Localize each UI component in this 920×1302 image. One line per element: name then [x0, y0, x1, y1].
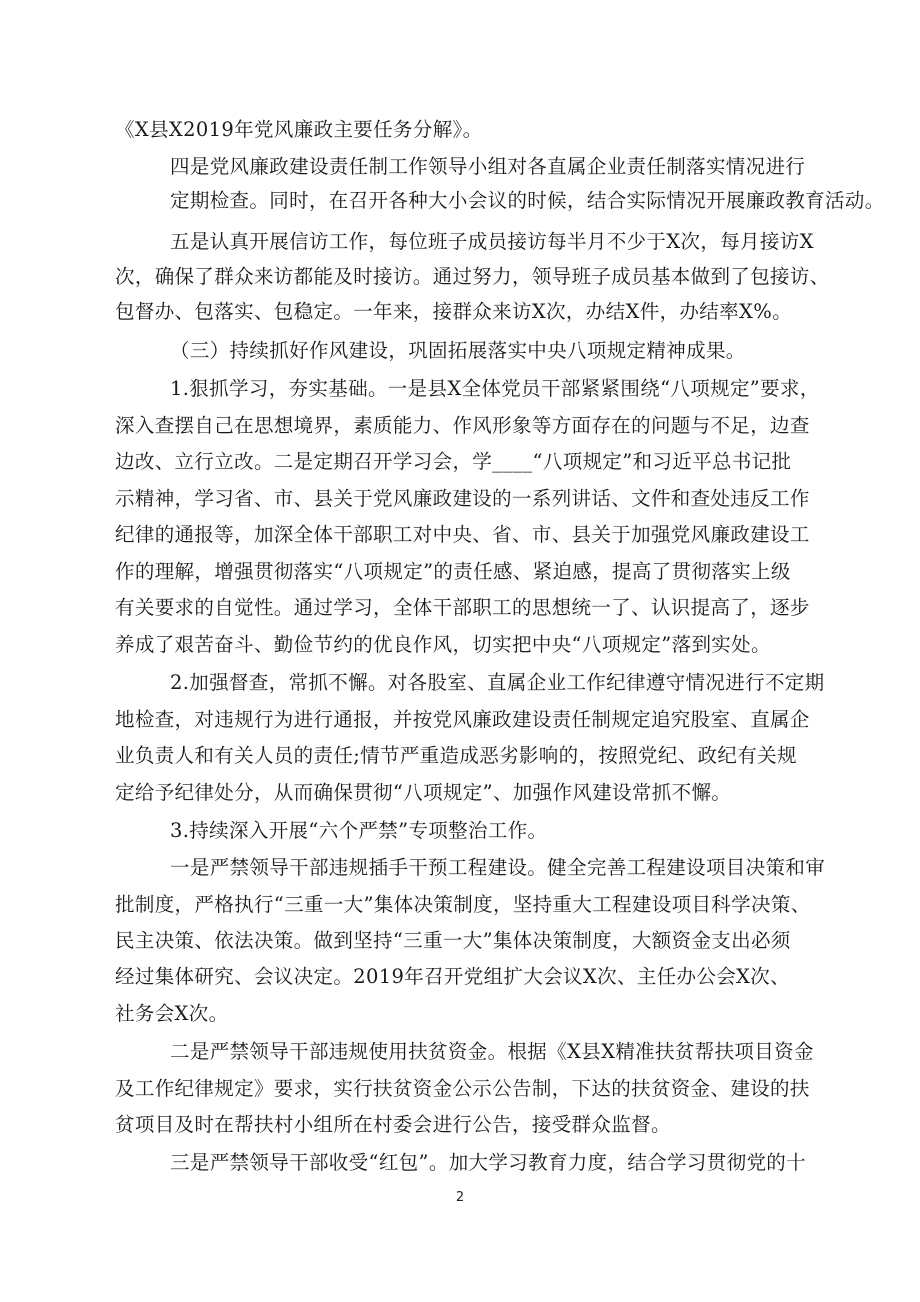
text-line-2: 四是党风廉政建设责任制工作领导小组对各直属企业责任制落实情况进行 — [170, 155, 806, 178]
text-line-16: 2.加强督查，常抓不懈。对各股室、直属企业工作纪律遵守情况进行不定期 — [170, 671, 825, 694]
text-line-3: 定期检查。同时，在召开各种大小会议的时候，结合实际情况开展廉政教育活动。 — [170, 189, 885, 212]
text-line-4: 五是认真开展信访工作，每位班子成员接访每半月不少于X次，每月接访X — [170, 230, 814, 253]
text-line-17: 地检查，对违规行为进行通报，并按党风廉政建设责任制规定追究股室、直属企 — [115, 708, 810, 731]
text-line-1: 《X县X2019年党风廉政主要任务分解》。 — [115, 118, 483, 141]
text-line-24: 经过集体研究、会议决定。2019年召开党组扩大会议X次、主任办公会X次、 — [115, 965, 790, 988]
text-line-11: 示精神，学习省、市、县关于党风廉政建设的一系列讲话、文件和查处违反工作 — [115, 487, 810, 510]
text-line-22: 批制度，严格执行“三重一大”集体决策制度，坚持重大工程建设项目科学决策、 — [115, 893, 811, 916]
text-line-6: 包督办、包落实、包稳定。一年来，接群众来访X次，办结X件，办结率X%。 — [115, 300, 792, 323]
text-line-15: 养成了艰苦奋斗、勤俭节约的优良作风，切实把中央“八项规定”落到实处。 — [115, 633, 771, 656]
text-line-10: 边改、立行立改。二是定期召开学习会，学____“八项规定”和习近平总书记批 — [115, 450, 792, 473]
text-line-28: 贫项目及时在帮扶村小组所在村委会进行公告，接受群众监督。 — [115, 1113, 671, 1136]
text-line-26: 二是严禁领导干部违规使用扶贫资金。根据《X县X精准扶贫帮扶项目资金 — [170, 1040, 814, 1063]
text-line-14: 有关要求的自觉性。通过学习，全体干部职工的思想统一了、认识提高了，逐步 — [115, 596, 810, 619]
text-line-19: 定给予纪律处分，从而确保贯彻“八项规定”、加强作风建设常抓不懈。 — [115, 781, 732, 804]
text-line-23: 民主决策、依法决策。做到坚持“三重一大”集体决策制度，大额资金支出必须 — [115, 929, 791, 952]
page-number: 2 — [455, 1190, 465, 1205]
text-line-20: 3.持续深入开展“六个严禁”专项整治工作。 — [170, 819, 548, 842]
text-line-25: 社务会X次。 — [115, 1002, 229, 1025]
text-line-29: 三是严禁领导干部收受“红包”。加大学习教育力度，结合学习贯彻党的十 — [170, 1151, 806, 1174]
text-line-12: 纪律的通报等，加深全体干部职工对中央、省、市、县关于加强党风廉政建设工 — [115, 523, 810, 546]
text-line-27: 及工作纪律规定》要求，实行扶贫资金公示公告制，下达的扶贫资金、建设的扶 — [115, 1077, 810, 1100]
text-line-13: 作的理解，增强贯彻落实“八项规定”的责任感、紧迫感，提高了贯彻落实上级 — [115, 560, 791, 583]
text-line-8: 1.狠抓学习，夯实基础。一是县X全体党员干部紧紧围绕“八项规定”要求， — [170, 377, 820, 400]
text-line-21: 一是严禁领导干部违规插手干预工程建设。健全完善工程建设项目决策和审 — [170, 856, 826, 879]
text-line-18: 业负责人和有关人员的责任;情节严重造成恶劣影响的，按照党纪、政纪有关规 — [115, 744, 797, 767]
text-line-9: 深入查摆自己在思想境界，素质能力、作风形象等方面存在的问题与不足，边查 — [115, 414, 810, 437]
text-line-5: 次，确保了群众来访都能及时接访。通过努力，领导班子成员基本做到了包接访、 — [115, 265, 830, 288]
text-line-7: （三）持续抓好作风建设，巩固拓展落实中央八项规定精神成果。 — [170, 339, 746, 362]
